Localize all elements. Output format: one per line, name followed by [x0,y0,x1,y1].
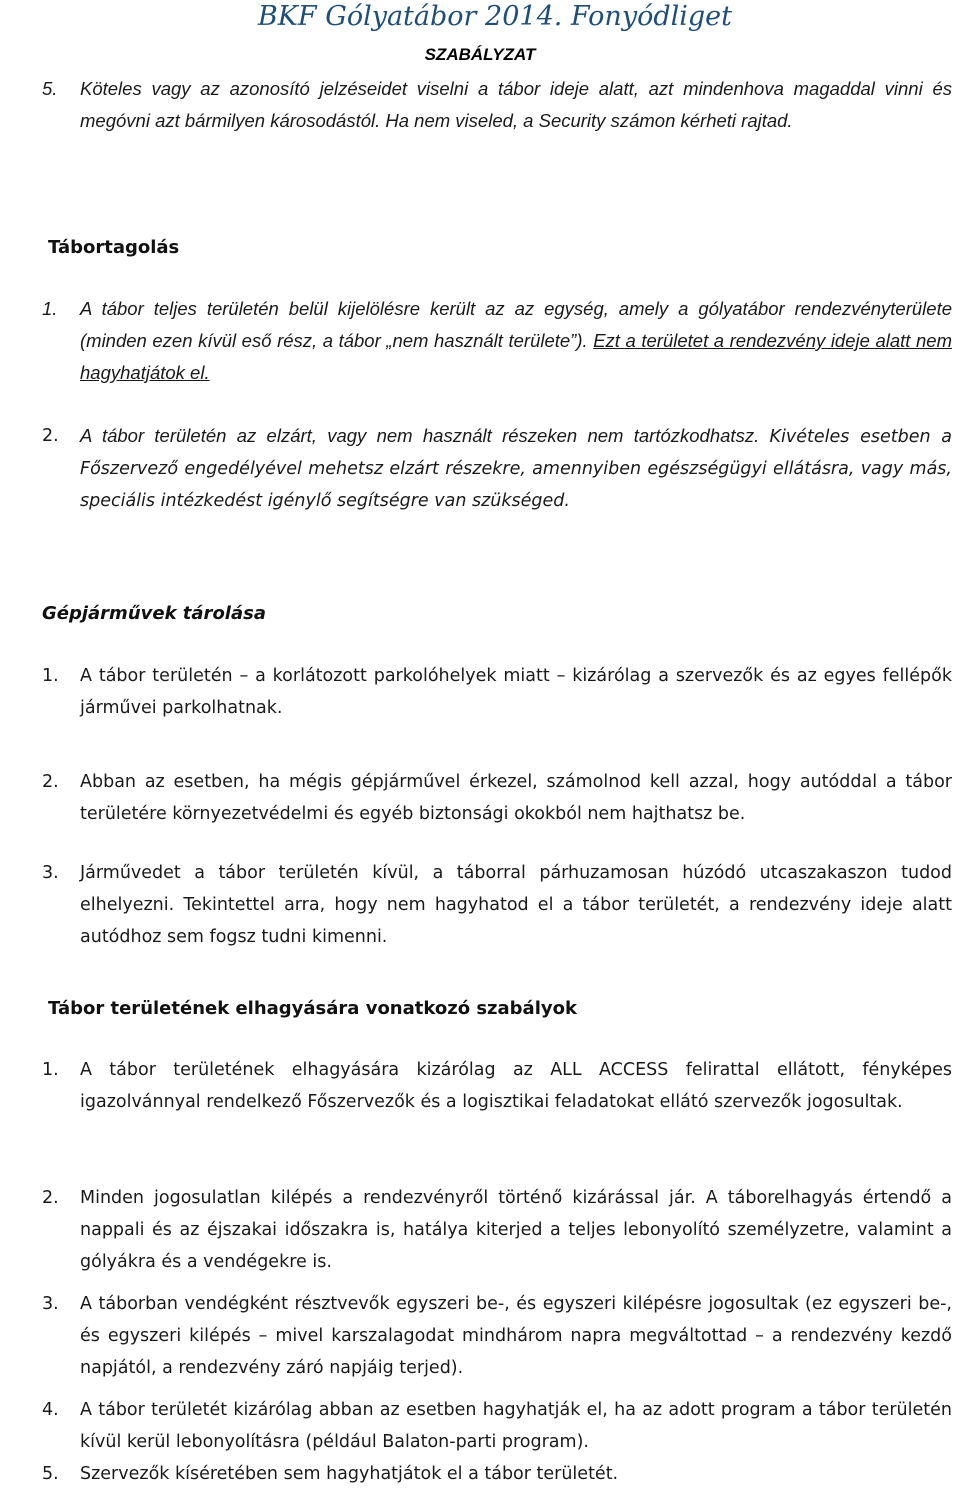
list-number: 2. [42,772,59,792]
rule-text: A tábor teljes területén belül kijelölésre került az az egység, amely a gólyatábor rendezvényterülete (minden ezen kívül eső rész, a tábor „nem használt területe”). [80,298,952,351]
rule-text-underlined: Ezt a területet a rendezvény ideje alatt nem hagyhatjátok el. [80,330,952,383]
rule-text-italic: A tábor területén az elzárt, vagy nem használt részeken nem tartózkodhatsz. [80,425,770,446]
list-number: 3. [42,1294,59,1314]
rule-text: A tábor területét kizárólag abban az esetben hagyhatják el, ha az adott program a tábor területén kívül kerül lebonyolításra (például Balaton-parti program). [80,1400,952,1452]
elhagyas-item-3 [42,1288,952,1384]
tabortagolas-item-1 [42,293,952,389]
elhagyas-item-1 [42,1054,952,1118]
rule-text: Minden jogosulatlan kilépés a rendezvényről történő kizárással jár. A táborelhagyás értendő a nappali és az éjszakai időszakra is, hatálya kiterjed a teljes lebonyolító személyzetre, valamint a gólyákra és a vendégekre is. [80,1188,952,1272]
rule-text: Köteles vagy az azonosító jelzéseidet viselni a tábor ideje alatt, azt mindenhova magaddal vinni és megóvni azt bármilyen károsodástól. Ha nem viseled, a Security számon kérheti rajtad. [80,78,952,131]
list-number: 2. [42,1188,59,1208]
elhagyas-item-2 [42,1182,952,1278]
list-number: 1. [42,298,58,319]
tabortagolas-item-2 [42,420,952,517]
list-number: 4. [42,1400,59,1420]
gepjarmuvek-item-1 [42,660,952,724]
list-number: 5. [42,78,58,99]
rule-text: Szervezők kíséretében sem hagyhatjátok el a tábor területét. [80,1464,619,1484]
list-number: 3. [42,863,59,883]
section-heading-tabortagolas: Tábortagolás [48,237,180,258]
section-heading-elhagyas: Tábor területének elhagyására vonatkozó szabályok [48,998,577,1019]
document-subtitle: SZABÁLYZAT [424,45,536,64]
rule-text: Járművedet a tábor területén kívül, a táborral párhuzamosan húzódó utcaszakaszon tudod elhelyezni. Tekintettel arra, hogy nem hagyhatod el a tábor területét, a rendezvény ideje alatt autódhoz sem fogsz tudni kimenni. [80,863,952,947]
section-heading-gepjarmuvek: Gépjárművek tárolása [42,603,266,624]
list-number: 2. [42,426,59,446]
elhagyas-item-5 [42,1458,952,1490]
document-title: BKF Gólyatábor 2014. Fonyódliget [257,1,732,32]
rule-text: Kivételes esetben a Főszervező engedélyével mehetsz elzárt részekre, amennyiben egészségügyi ellátásra, vagy más, speciális intézkedést igénylő segítségre van szükséged. [80,427,952,511]
intro-rule-5 [42,73,952,137]
elhagyas-item-4 [42,1394,952,1458]
rule-text: A táborban vendégként résztvevők egyszeri be-, és egyszeri kilépésre jogosultak (ez egyszeri be-, és egyszeri kilépés – mivel karszalagodat mindhárom napra megváltottad – a rendezvény kezdő napjától, a rendezvény záró napjáig terjed). [80,1294,952,1378]
list-number: 1. [42,666,59,686]
rule-text: Abban az esetben, ha mégis gépjárművel érkezel, számolnod kell azzal, hogy autóddal a tábor területére környezetvédelmi és egyéb biztonsági okokból nem hajthatsz be. [80,772,952,824]
rule-text: A tábor területének elhagyására kizárólag az ALL ACCESS felirattal ellátott, fényképes igazolvánnyal rendelkező Főszervezők és a logisztikai feladatokat ellátó szervezők jogosultak. [80,1060,952,1112]
rule-text: A tábor területén – a korlátozott parkolóhelyek miatt – kizárólag a szervezők és az egyes fellépők járművei parkolhatnak. [80,666,952,718]
gepjarmuvek-item-2 [42,766,952,830]
list-number: 1. [42,1060,59,1080]
list-number: 5. [42,1464,59,1484]
gepjarmuvek-item-3 [42,857,952,953]
